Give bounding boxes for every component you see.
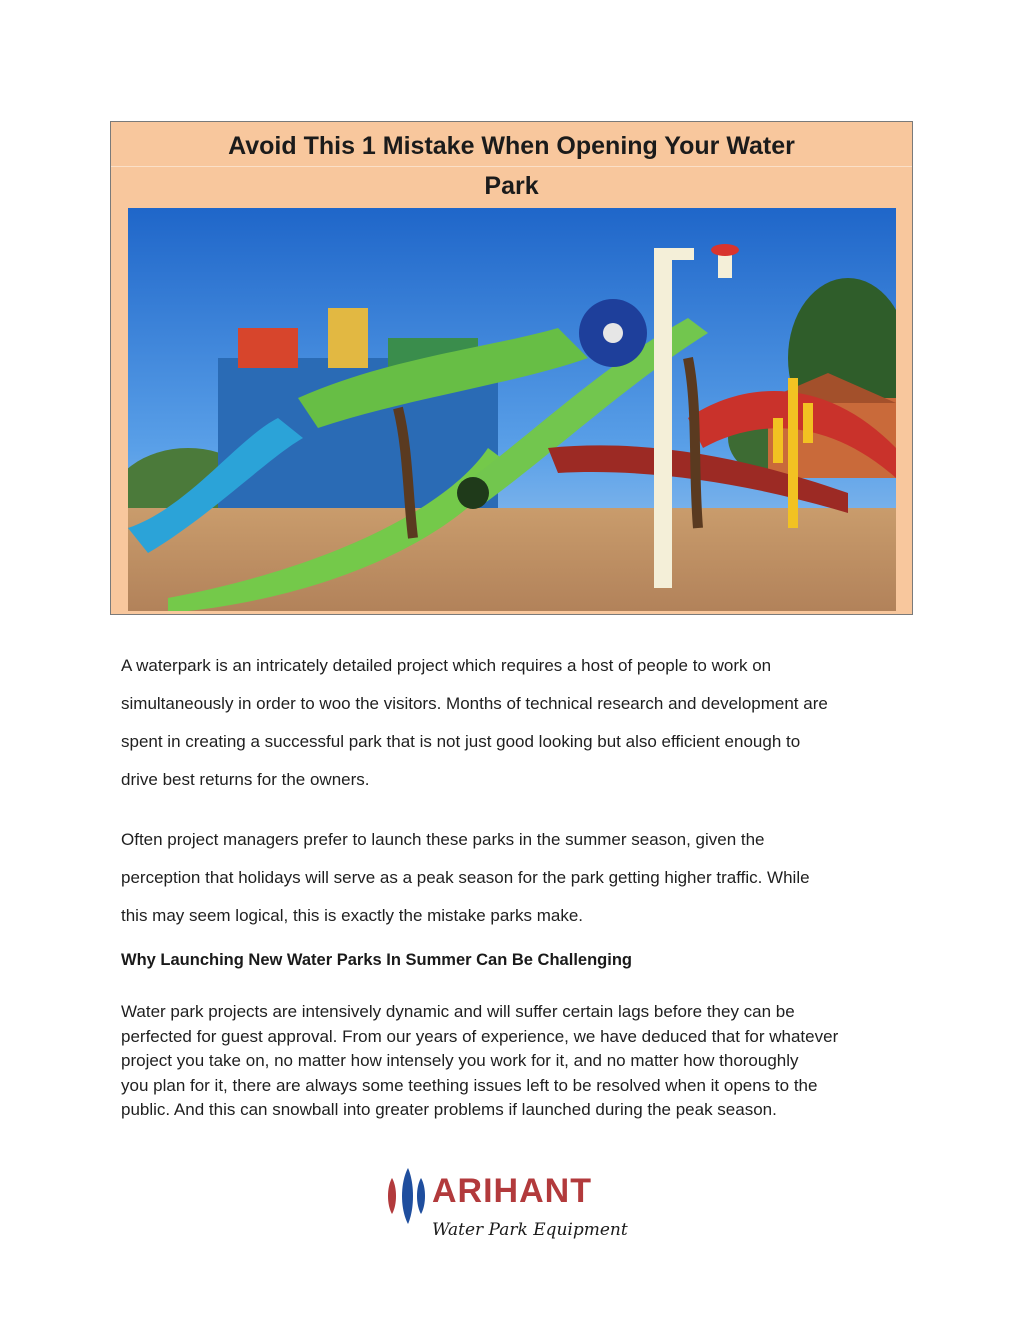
text-line: Often project managers prefer to launch these parks in the summer season, given the (121, 830, 765, 849)
text-line: drive best returns for the owners. (121, 770, 370, 789)
intro-paragraph (121, 647, 911, 799)
text-line: public. And this can snowball into greater problems if launched during the peak season. (121, 1100, 777, 1119)
text-line: this may seem logical, this is exactly the mistake parks make. (121, 906, 583, 925)
text-line: project you take on, no matter how intensely you work for it, and no matter how thoroughly (121, 1051, 799, 1070)
logo-tagline: Water Park Equipment (432, 1220, 628, 1240)
page-title-line-2: Park (484, 172, 539, 200)
third-paragraph (121, 1000, 911, 1123)
section-subheading: Why Launching New Water Parks In Summer Can Be Challenging (121, 951, 632, 969)
logo-wordmark: ARIHANT (432, 1172, 592, 1210)
text-line: spent in creating a successful park that is not just good looking but also efficient enough to (121, 732, 801, 751)
second-paragraph (121, 821, 911, 935)
header-box (110, 121, 913, 615)
text-line: you plan for it, there are always some teething issues left to be resolved when it opens to the (121, 1075, 818, 1095)
text-line: perfected for guest approval. From our years of experience, we have deduced that for whatever (121, 1026, 839, 1046)
text-line: Water park projects are intensively dynamic and will suffer certain lags before they can be (121, 1002, 795, 1021)
text-line: A waterpark is an intricately detailed project which requires a host of people to work on (121, 656, 772, 675)
text-line: perception that holidays will serve as a peak season for the park getting higher traffic. While (121, 868, 810, 887)
water-drop-icon (380, 1156, 430, 1236)
arihant-logo (376, 1150, 636, 1246)
water-park-photo (128, 208, 896, 611)
text-line: simultaneously in order to woo the visitors. Months of technical research and development are (121, 694, 828, 713)
page-title-line-1: Avoid This 1 Mistake When Opening Your Water (111, 126, 912, 167)
